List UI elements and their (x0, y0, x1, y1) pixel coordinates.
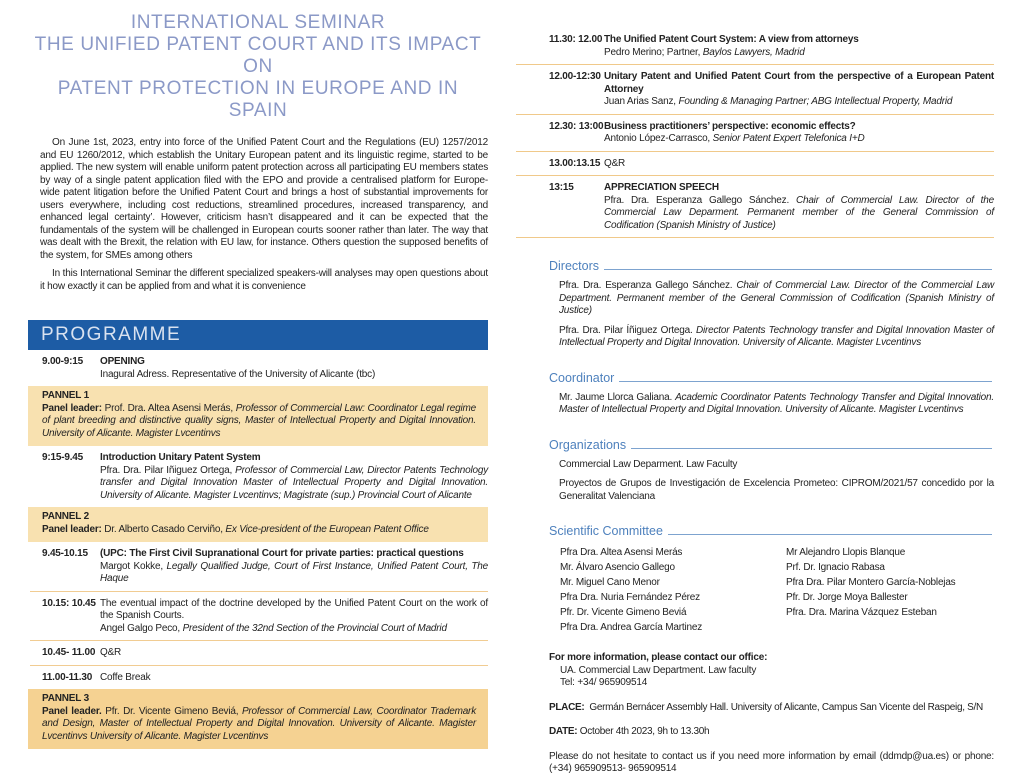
panel-label: PANNEL 3 (42, 693, 89, 704)
right-column (516, 28, 994, 776)
entry-time: 11.00-11.30 (42, 671, 93, 683)
entry-line (100, 356, 488, 369)
entry-line (100, 452, 488, 465)
panel-pannel-1 (28, 386, 488, 446)
text-segment: Angel Galgo Peco, (100, 622, 183, 634)
entry-body (100, 548, 488, 586)
programme-header-label: PROGRAMME (41, 324, 182, 345)
intro-paragraph-2: In this International Seminar the different specialized speakers-will analyses may open questions about it how exactly it can be applied from and what it is convenience (40, 268, 488, 292)
separator-line (516, 114, 994, 115)
text-segment: APPRECIATION SPEECH (604, 182, 719, 193)
entry-line (100, 561, 488, 586)
entry-line (100, 465, 488, 503)
programme-entry (549, 71, 994, 109)
committee-member: Pfr. Dr. Vicente Gimeno Beviá (560, 607, 687, 618)
entry-line (604, 182, 994, 195)
text-segment: Pfra. Dra. Esperanza Gallego Sánchez. (604, 194, 796, 206)
programme-list-left (28, 356, 488, 749)
text-segment: Pfra. Dra. Esperanza Gallego Sánchez. (559, 280, 737, 291)
text-segment: Director Patents Technology transfer and Digital Innovation Master of Intellectual Property and Digital Innovation. University of Alicante. Magister Lvcentinvs (559, 324, 995, 348)
programme-header-bar (28, 320, 488, 350)
entry-time: 9.45-10.15 (42, 548, 88, 559)
section-paragraph (559, 392, 994, 417)
place-text: Germán Bernácer Assembly Hall. University of Alicante, Campus San Vicente del Raspeig, S/N (584, 701, 983, 713)
committee-column-1 (560, 545, 786, 635)
separator-line (516, 175, 994, 176)
directors-header-label: Directors (549, 259, 600, 273)
text-segment: Senior Patent Expert Telefonica I+D (712, 133, 865, 144)
entry-line (604, 158, 994, 171)
programme-entry (42, 672, 488, 685)
contact-office-line: UA. Commercial Law Department. Law faculty (560, 664, 757, 676)
text-segment: Ex Vice-president of the European Patent Office (225, 523, 429, 535)
text-segment: Pfr. Dr. Vicente Gimeno Beviá, (101, 705, 242, 717)
intro-section (28, 137, 488, 293)
title-line-2: THE UNIFIED PATENT COURT AND ITS IMPACT ON (34, 34, 482, 77)
text-segment: Panel leader: (42, 402, 102, 414)
entry-time: 13:15 (549, 182, 574, 193)
text-segment: Inagural Adress. Representative of the University of Alicante (tbc) (100, 368, 376, 380)
text-segment: Unitary Patent and Unified Patent Court from the perspective of a European Patent Attorney (604, 71, 994, 95)
text-segment: Prof. Dra. Altea Asensi Merás, (101, 402, 236, 414)
programme-entry (549, 158, 994, 171)
text-segment: Chair of Commercial Law. Director of the Commercial Law Deparment. Permanent member of the General Commission of Codification (Spanish Ministry of Justice) (604, 194, 994, 231)
entry-line (100, 647, 488, 660)
entry-body (100, 672, 488, 685)
text-segment: Academic Coordinator Patents Technology Transfer and Digital Innovation. Master of Intellectual Property and Digital Innovation. University of Alicante. Magister Lvcentinvs (559, 391, 994, 415)
section-paragraph (559, 459, 994, 472)
entry-line (604, 34, 994, 47)
header-rule (619, 381, 992, 382)
intro-paragraph-1: On June 1st, 2023, entry into force of the Unified Patent Court and the Regulations (EU) 1257/2012 and EU 1260/2012, which establish the Unitary European patent and its linguistic regime, started to be applied. The new system will enable uniform patent protection across all participating EU members states by way of a single patent application filed with the EPO and provide a centralised platform for Europe-wide patent litigation before the Unified Patent Court and brings a host of substantial improvements for users everywhere, including cost reductions, streamlined procedures, increased transparency, and enhanced legal certainty’. However, criticism hasn’t disappeared and it can be expected that the fundamentals of the system will be challenged in European courts sooner rather than later. The way that was dealt with the Brexit, the relation with EU law, for instance. Others question the supposed benefits of the system, for SMEs among others (40, 137, 488, 261)
separator-line (30, 665, 488, 666)
committee-member: Pfr. Dr. Jorge Moya Ballester (786, 592, 908, 603)
entry-line (604, 71, 994, 96)
entry-time: 13.00:13.15 (549, 157, 601, 169)
text-segment: Professor of Commercial Law, Coordinator Trademark and Design, Master of Intellectual Property and Digital Innovation. University of Alicante. Magister Lvcentinvs University of Alicante. Magister Lvcentinvs (42, 705, 476, 742)
text-segment: Pedro Merino; Partner, (604, 46, 703, 58)
text-segment: Introduction Unitary Patent System (100, 452, 261, 463)
entry-line (100, 548, 488, 561)
scientific-committee-header (549, 524, 994, 538)
panel-pannel-3 (28, 689, 488, 749)
committee-member: Mr. Miguel Cano Menor (560, 577, 660, 588)
entry-time: 10.45- 11.00 (42, 647, 96, 658)
text-segment: President of the 32nd Section of the Provincial Court of Madrid (182, 622, 447, 634)
programme-entry (549, 121, 994, 146)
entry-line (100, 598, 488, 623)
programme-entry (42, 548, 488, 586)
committee-member: Mr Alejandro Llopis Blanque (786, 547, 906, 558)
committee-member: Pfra Dra. Nuria Fernández Pérez (560, 592, 700, 603)
entry-body (604, 182, 994, 232)
programme-entry (549, 182, 994, 232)
contact-tel-line: Tel: +34/ 965909514 (560, 677, 648, 688)
text-segment: Pfra. Dra. Pilar Iñiguez Ortega, (100, 464, 236, 476)
separator-line (516, 237, 994, 238)
programme-entry (42, 356, 488, 381)
text-segment: Chair of Commercial Law. Director of the Commercial Law Department. Permanent member of the General Commission of Codification (Spanish Ministry of Justice) (559, 280, 994, 316)
organizations-body (516, 459, 994, 504)
entry-body (604, 158, 994, 171)
committee-member: Mr. Álvaro Asencio Gallego (560, 562, 675, 573)
entry-body (100, 598, 488, 636)
entry-line (604, 96, 994, 109)
text-segment: The Unified Patent Court System: A view from attorneys (604, 34, 859, 45)
contact-block (549, 652, 994, 690)
committee-member: Pfra Dra. Altea Asensi Merás (560, 547, 683, 558)
separator-line (30, 591, 488, 592)
entry-time: 11.30: 12.00 (549, 34, 603, 45)
separator-line (30, 640, 488, 641)
text-segment: Legally Qualified Judge, Court of First Instance, Unified Patent Court, The Haque (100, 560, 489, 584)
scientific-committee-list (560, 545, 994, 635)
entry-body (604, 71, 994, 109)
text-segment: Founding & Managing Partner; ABG Intellectual Property, Madrid (678, 96, 953, 107)
text-segment: Pfra. Dra. Pilar Íñiguez Ortega. (559, 324, 696, 336)
text-segment: Business practitioners’ perspective: economic effects? (604, 120, 856, 132)
text-segment: Professor of Commercial Law, Director Patents Technology transfer and Digital Innovation Master of Intellectual Property and Digital Innovation. University of Alicante. Magister Lvcentinvs; Magistrate (sup.) Provincial Court of Alicante (100, 464, 488, 501)
text-segment: Baylos Lawyers, Madrid (702, 46, 805, 58)
left-column (28, 12, 488, 754)
text-segment: Proyectos de Grupos de Investigación de Excelencia Prometeo: CIPROM/2021/57 concedido por la Generalitat Valenciana (559, 478, 994, 502)
entry-body (604, 34, 994, 59)
directors-header (549, 259, 994, 273)
committee-member: Pfra. Dra. Marina Vázquez Esteban (786, 607, 937, 618)
text-segment: Panel leader. (42, 705, 102, 717)
text-segment: Panel leader: (42, 523, 102, 535)
entry-body (100, 647, 488, 660)
entry-body (100, 452, 488, 502)
date-line (549, 726, 994, 739)
section-paragraph (559, 280, 994, 318)
header-rule (668, 534, 992, 535)
section-paragraph (559, 478, 994, 503)
place-label: PLACE: (549, 701, 585, 713)
committee-column-2 (786, 545, 994, 635)
entry-line (604, 47, 994, 60)
programme-list-right (516, 34, 994, 238)
entry-time: 12.30: 13:00 (549, 120, 604, 132)
text-segment: Juan Arias Sanz, (604, 96, 679, 107)
header-rule (604, 269, 992, 270)
entry-line (604, 195, 994, 233)
coordinator-body (516, 392, 994, 417)
panel-label: PANNEL 1 (42, 390, 89, 401)
panel-leader-text (42, 706, 476, 744)
entry-line (604, 121, 994, 134)
text-segment: Q&R (604, 157, 626, 169)
closing-note: Please do not hesitate to contact us if you need more information by email (ddmdp@ua.es) or phone: (+34) 965909513- 965909514 (549, 750, 994, 774)
programme-entry (42, 452, 488, 502)
entry-line (100, 623, 488, 636)
title-line-3: PATENT PROTECTION IN EUROPE AND IN SPAIN (57, 78, 459, 121)
panel-label: PANNEL 2 (42, 511, 89, 522)
organizations-header-label: Organizations (549, 437, 627, 452)
entry-line (100, 369, 488, 382)
entry-time: 10.15: 10.45 (42, 597, 96, 609)
entry-time: 9:15-9.45 (42, 452, 84, 463)
title-line-1: INTERNATIONAL SEMINAR (130, 12, 386, 33)
section-paragraph (559, 325, 994, 350)
entry-line (100, 672, 488, 685)
date-text: October 4th 2023, 9h to 13.30h (577, 726, 710, 737)
text-segment: Mr. Jaume Llorca Galiana. (559, 391, 676, 403)
contact-heading: For more information, please contact our office: (549, 652, 768, 663)
programme-entry (42, 647, 488, 660)
panel-leader-text (42, 524, 476, 537)
text-segment: Coffe Break (100, 671, 151, 683)
text-segment: Margot Kokke, (100, 560, 167, 572)
coordinator-header (549, 371, 994, 385)
entry-line (604, 133, 994, 146)
programme-entry (42, 598, 488, 636)
entry-time: 12.00-12:30 (549, 71, 601, 82)
text-segment: Professor of Commercial Law: Coordinator Legal regime of plant breeding and distinctive quality signs, Master of Intellectual Property and Digital Innovation. University of Alicante. Magister Lvcentinvs (42, 402, 476, 439)
text-segment: Commercial Law Deparment. Law Faculty (559, 458, 738, 470)
text-segment: Q&R (100, 647, 122, 658)
place-line (549, 702, 994, 715)
text-segment: Dr. Alberto Casado Cerviño, (101, 523, 226, 535)
coordinator-header-label: Coordinator (549, 370, 615, 385)
entry-body (100, 356, 488, 381)
separator-line (516, 151, 994, 152)
directors-body (516, 280, 994, 350)
panel-leader-text (42, 403, 476, 441)
separator-line (516, 64, 994, 65)
programme-entry (549, 34, 994, 59)
entry-body (604, 121, 994, 146)
seminar-title (28, 12, 488, 122)
scientific-committee-header-label: Scientific Committee (549, 524, 663, 538)
text-segment: The eventual impact of the doctrine developed by the Unified Patent Court on the work of the Spanish Courts. (100, 597, 488, 621)
organizations-header (549, 438, 994, 452)
panel-pannel-2 (28, 507, 488, 542)
committee-member: Pfra Dra. Pilar Montero García-Noblejas (786, 577, 956, 588)
date-label: DATE: (549, 726, 578, 737)
text-segment: (UPC: The First Civil Supranational Court for private parties: practical questions (100, 548, 464, 559)
committee-member: Prf. Dr. Ignacio Rabasa (786, 562, 885, 573)
text-segment: OPENING (100, 356, 145, 367)
text-segment: Antonio López-Carrasco, (604, 133, 713, 144)
header-rule (631, 448, 992, 449)
entry-time: 9.00-9:15 (42, 356, 84, 367)
committee-member: Pfra Dra. Andrea García Martinez (560, 622, 702, 633)
